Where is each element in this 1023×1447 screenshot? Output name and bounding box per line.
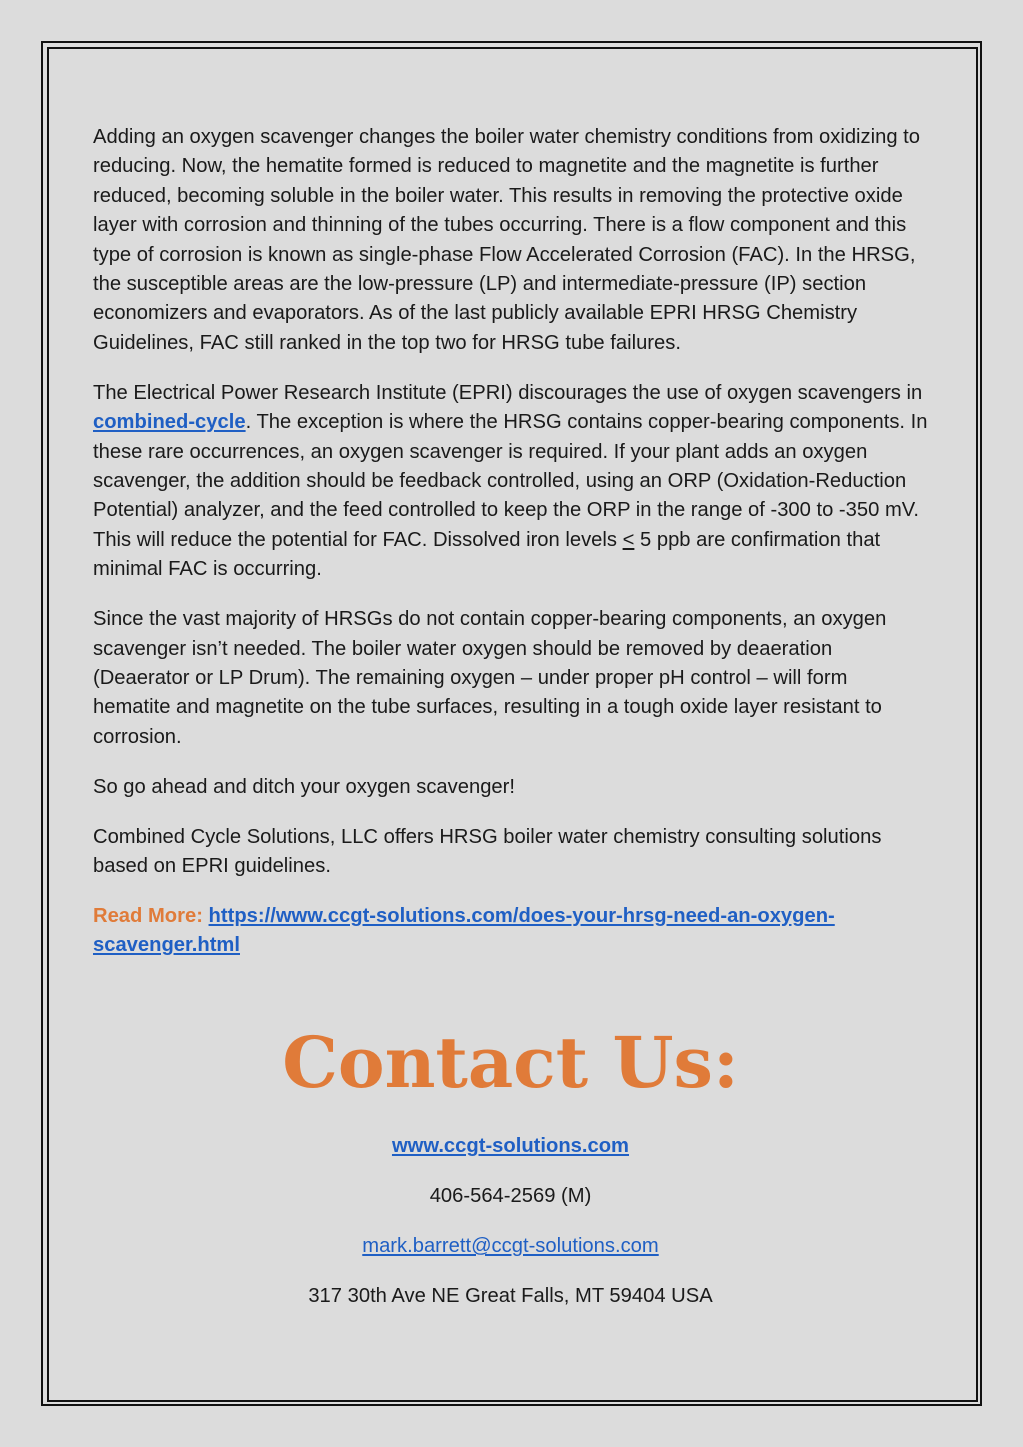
paragraph-text: . The exception is where the HRSG contains copper-bearing components. In these rare occurrences, an oxygen scavenger is required. If your plant adds an oxygen scavenger, the addition should be feedback controlled, using an ORP (Oxidation-Reduction Potential) analyzer, and the feed controlled to keep the ORP in the range of -300 to -350 mV. This will reduce the potential for FAC. Dissolved iron levels [93,411,928,551]
paragraph-copper-components: Since the vast majority of HRSGs do not contain copper-bearing components, an oxygen scavenger isn’t needed. The boiler water oxygen should be removed by deaeration (Deaerator or LP Drum). The remaining oxygen – under proper pH control – will form hematite and magnetite on the tube surfaces, resulting in a tough oxide layer resistant to corrosion. [93,608,887,748]
read-more-label: Read More: [93,904,203,927]
article-body [93,123,928,981]
paragraph-text: 5 ppb are confirmation that minimal FAC is occurring. [93,528,881,581]
contact-email-line [93,1232,928,1260]
less-equal-symbol: < [622,528,635,551]
contact-address: 317 30th Ave NE Great Falls, MT 59404 USA [308,1285,713,1307]
contact-title: Contact Us: [282,1021,739,1104]
paragraph-text: The Electrical Power Research Institute (EPRI) discourages the use of oxygen scavengers in [93,381,923,404]
read-more-link[interactable]: https://www.ccgt-solutions.com/does-your-hrsg-need-an-oxygen-scavenger.html [93,904,835,957]
contact-website-line [93,1132,928,1160]
website-link[interactable]: www.ccgt-solutions.com [391,1135,630,1157]
paragraph-fac-explanation: Adding an oxygen scavenger changes the boiler water chemistry conditions from oxidizing to reducing. Now, the hematite formed is reduced to magnetite and the magnetite is further reduced, becoming soluble in the boiler water. This results in removing the protective oxide layer with corrosion and thinning of the tubes occurring. There is a flow component and this type of corrosion is known as single-phase Flow Accelerated Corrosion (FAC). In the HRSG, the susceptible areas are the low-pressure (LP) and intermediate-pressure (IP) section economizers and evaporators. As of the last publicly available EPRI HRSG Chemistry Guidelines, FAC still ranked in the top two for HRSG tube failures. [93,126,921,354]
email-link[interactable]: mark.barrett@ccgt-solutions.com [362,1235,659,1257]
paragraph-company-offer: Combined Cycle Solutions, LLC offers HRSG boiler water chemistry consulting solutions based on EPRI guidelines. [93,825,882,877]
read-more-line [93,902,928,961]
contact-phone: 406-564-2569 (M) [429,1185,592,1207]
paragraph-ditch-scavenger: So go ahead and ditch your oxygen scavenger! [93,775,515,798]
paragraph-epri-guidance [93,379,928,585]
combined-cycle-link[interactable]: combined-cycle [93,411,246,434]
